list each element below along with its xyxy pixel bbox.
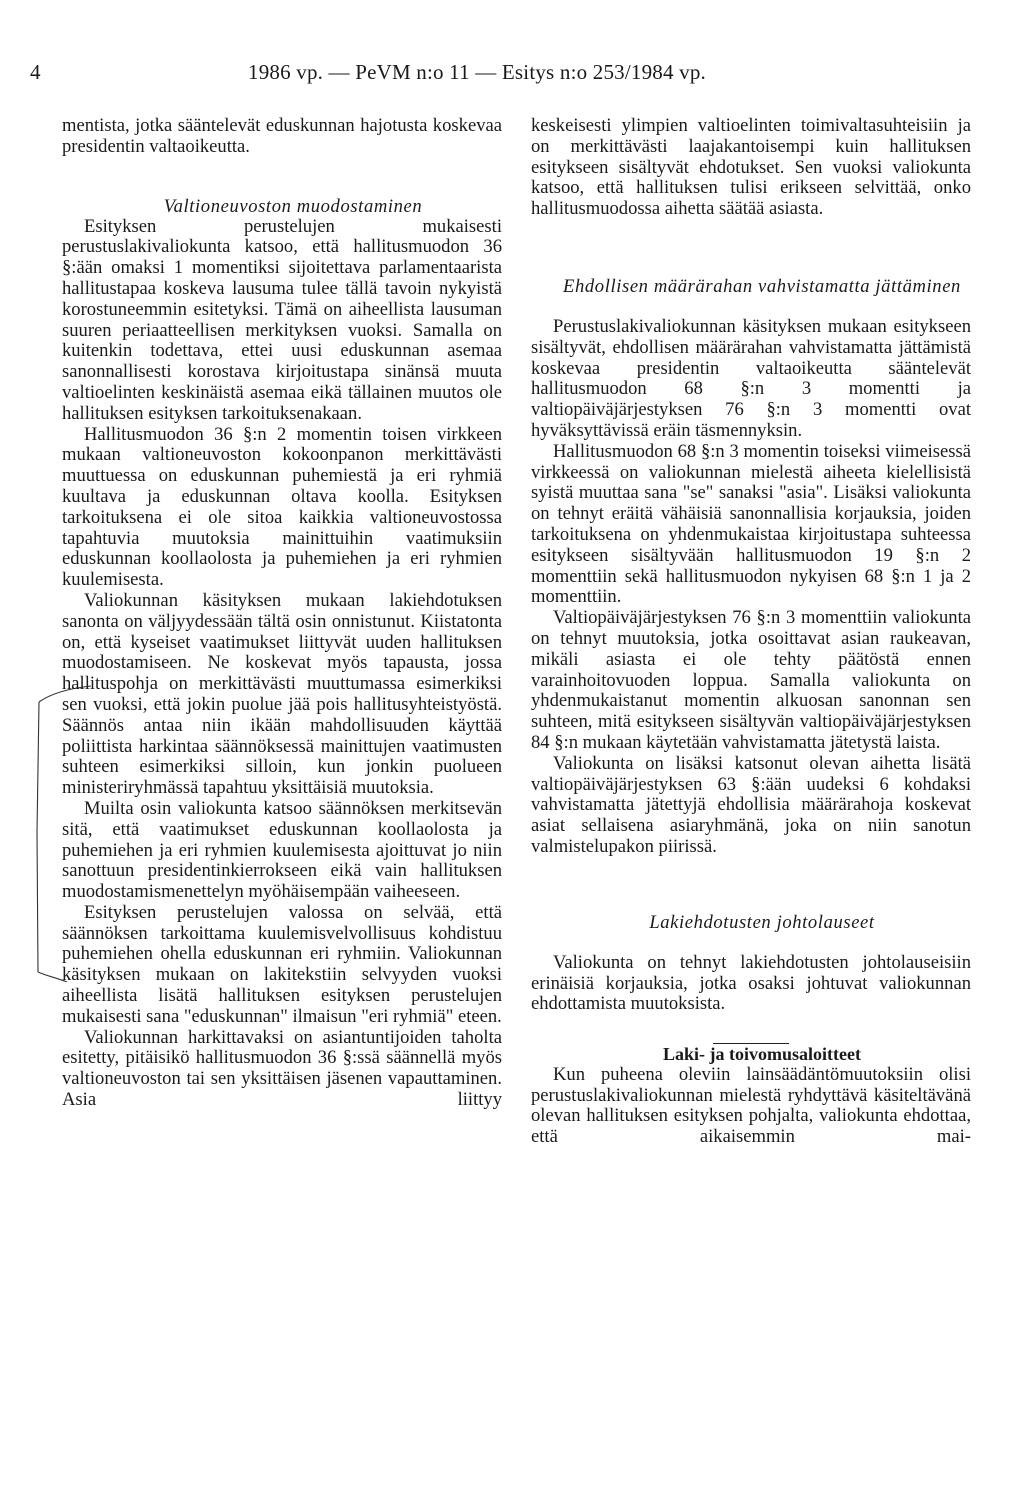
paragraph: Perustuslakivaliokunnan käsityksen mukaan esitykseen sisältyvät, ehdollisen määrärahan vahvistamatta jättämistä koskevaa presidentin valtaoikeutta sääntelevät hallitusmuodon 68 §:n 3 momentti ja valtiopäiväjärjestyksen 76 §:n 3 momentti ovat hyväksyttävissä eräin täsmennyksin. [531,315,971,441]
paragraph: Valiokunta on tehnyt lakiehdotusten johtolauseisiin erinäisiä korjauksia, jotka osaksi johtuvat valiokunnan ehdottamista muutoksista. [531,951,971,1015]
paragraph: mentista, jotka sääntelevät eduskunnan hajotusta koskevaa presidentin valtaoikeutta. [62,115,502,157]
paragraph: keskeisesti ylimpien valtioelinten toimivaltasuhteisiin ja on merkittävästi laajakantoisempi kuin hallituksen esitykseen sisältyvät ehdotukset. Sen vuoksi valiokunta katsoo, että hallituksen tulisi erikseen selvittää, onko hallitusmuodossa aihetta säätää asiasta. [531,115,971,220]
paragraph: Valiokunnan harkittavaksi on asiantuntijoiden taholta esitetty, pitäisikö hallitusmuodon 36 §:ssä säännellä myös valtioneuvoston tai sen yksittäisen jäsenen vapauttaminen. Asia liittyy [62,1026,502,1111]
paragraph: Hallitusmuodon 68 §:n 3 momentin toiseksi viimeisessä virkkeessä on valiokunnan mielestä aiheeta kielellisistä syistä muuttaa sana "se" sanaksi "asia". Lisäksi valiokunta on tehnyt eräitä vähäisiä sanonnallisia korjauksia, joiden tarkoituksena on yhdenmukaistaa kirjoitustapa suhteessa esitykseen sisältyvään hallitusmuodon 19 §:n 2 momenttiin sekä hallitusmuodon nykyisen 68 §:n 1 ja 2 momenttiin. [531,440,971,608]
left-column [62,116,502,1111]
paragraph: Valiokunta on lisäksi katsonut olevan aihetta lisätä valtiopäiväjärjestyksen 63 §:ään uudeksi 6 kohdaksi vahvistamatta jätettyjä ehdollisia määrärahoja koskevat asiat sellaisena asiaryhmänä, joka on niin sanotun valmistelupakon piirissä. [531,752,971,857]
section-heading: Lakiehdotusten johtolauseet [649,911,875,933]
paragraph: Esityksen perustelujen mukaisesti perustuslakivaliokunta katsoo, että hallitusmuodon 36 §:ään omaksi 1 momentiksi sijoitettava parlamentaarista hallitustapaa koskeva lausuma tulee tällä tavoin nykyistä korostuneemmin esitetyksi. Tämä on aiheellista lausuman suuren periaatteellisen merkityksen vuoksi. Samalla on kuitenkin todettava, ettei uusi eduskunnan asemaa sanonnallisesti korostava kirjoitustapa sinänsä muuta valtioelinten keskinäistä asemaa eikä tällainen muutos ole hallituksen esityksen tarkoituksenakaan. [62,215,502,424]
right-column [531,116,971,1148]
paragraph: Muilta osin valiokunta katsoo säännöksen merkitsevän sitä, että vaatimukset eduskunnan koollaolosta ja puhemiehen ja eri ryhmien kuulemisesta ajoittuvat jo niin sanottuun presidentinkierrokseen eikä vain hallituksen muodostamismenettelyn myöhäisempään vaiheeseen. [62,797,502,903]
paragraph: Valiokunnan käsityksen mukaan lakiehdotuksen sanonta on väljyydessään tältä osin onnistunut. Kiistatonta on, että kyseiset vaatimukset liittyvät uuden hallituksen muodostamiseen. Ne koskevat myös tapausta, jossa hallituspohja on merkittävästi muuttumassa esimerkiksi sen vuoksi, että jokin puolue jää pois hallitusyhteistyöstä. Säännös antaa niin ikään mahdollisuuden käyttää poliittista harkintaa säännöksessä mainittujen vaatimusten suhteen esimerkiksi silloin, kun jonkin puolueen ministeriryhmässä tapahtuu yksittäisiä muutoksia. [62,589,502,799]
paragraph: Hallitusmuodon 36 §:n 2 momentin toisen virkkeen mukaan valtioneuvoston kokoonpanon merkittävästi muuttuessa on eduskunnan puhemiestä ja eri ryhmiä kuultava ja eduskunnan oltava koolla. Esityksen tarkoituksena ei ole sitoa kaikkia valtioneuvostossa tapahtuvia muutoksia mainittuihin vaatimuksiin eduskunnan koollaolosta ja puhemiehen ja eri ryhmien kuulemisesta. [62,423,502,591]
paragraph: Valtiopäiväjärjestyksen 76 §:n 3 momenttiin valiokunta on tehnyt muutoksia, jotka osoittavat asian raukeavan, mikäli asiasta ei ole tehty päätöstä ennen varainhoitovuoden loppua. Samalla valiokunta on yhdenmukaistanut momentin alkuosan sanonnan sen suhteen, mitä esitykseen sisältyvän valtiopäiväjärjestyksen 84 §:n mukaan käytetään vahvistamatta jätetystä laista. [531,607,971,753]
paragraph: Esityksen perustelujen valossa on selvää, että säännöksen tarkoittama kuulemisvelvollisuus kohdistuu puhemiehen ohella eduskunnan eri ryhmiin. Valiokunnan käsityksen mukaan on lakitekstiin selvyyden vuoksi aiheellista lisätä hallituksen esityksen perustelujen mukaisesti sana "eduskunnan" ilmaisun "eri ryhmiä" eteen. [62,901,502,1027]
section-heading: Valtioneuvoston muodostaminen [163,195,423,217]
paragraph: Kun puheena oleviin lainsäädäntömuutoksiin olisi perustuslakivaliokunnan mielestä ryhdyttävä käsiteltävänä olevan hallituksen esityksen pohjalta, valiokunta ehdottaa, että aikaisemmin mai- [531,1063,971,1148]
section-heading: Ehdollisen määrärahan vahvistamatta jättäminen [563,275,961,297]
page-number: 4 [30,60,41,84]
section-heading-bold: Laki- ja toivomusaloitteet [663,1044,861,1065]
running-header [30,60,994,90]
running-title: 1986 vp. — PeVM n:o 11 — Esitys n:o 253/1984 vp. [248,60,707,84]
